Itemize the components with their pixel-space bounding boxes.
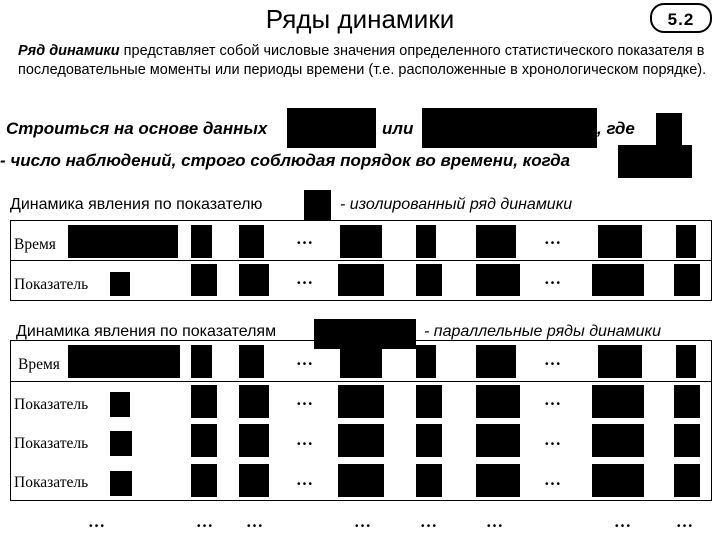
time-cell-redaction [239,345,264,378]
slide-title: Ряды динамики [265,4,455,34]
ellipsis: … [420,512,437,531]
time-cell-redaction [340,225,382,258]
ellipsis: … [544,390,561,409]
value-cell-redaction [338,424,384,457]
value-cell-redaction [338,264,384,296]
ellipsis: … [544,229,561,248]
value-cell-redaction [592,464,644,497]
value-cell-redaction [191,424,217,457]
formula-redaction [618,145,692,178]
value-cell-redaction [476,264,520,296]
time-cell-redaction [68,225,178,258]
ellipsis: … [544,269,561,288]
basis-where: , где [597,119,635,138]
time-cell-redaction [416,345,436,378]
value-cell-redaction [338,464,384,497]
value-cell-redaction [191,464,217,497]
ellipsis: … [296,470,313,489]
value-cell-redaction [592,264,644,296]
section2-suffix: - параллельные ряды динамики [424,323,661,340]
basis-or: или [382,119,414,138]
ellipsis: … [296,229,313,248]
ellipsis: … [486,512,503,531]
ellipsis: … [88,512,105,531]
table-divider [10,260,712,261]
time-cell-redaction [191,345,212,378]
time-cell-redaction [598,345,642,378]
time-cell-redaction [416,225,436,258]
value-cell-redaction [416,385,442,418]
value-cell-redaction [110,471,132,496]
value-cell-redaction [674,264,700,296]
time-cell-redaction [191,225,212,258]
ellipsis: … [196,512,213,531]
slide-number-badge: 5.2 [650,3,712,33]
value-cell-redaction [674,385,700,418]
section1-heading: Динамика явления по показателю [10,196,263,213]
ellipsis: … [296,269,313,288]
ellipsis: … [614,512,631,531]
value-cell-redaction [338,385,384,418]
value-cell-redaction [476,464,520,497]
row-label-value: Показатель [14,276,89,293]
value-cell-redaction [191,385,217,418]
row-label-time: Время [18,356,60,373]
value-cell-redaction [476,385,520,418]
row-label-value-1: Показатель [14,396,89,413]
value-cell-redaction [239,464,269,497]
value-cell-redaction [110,431,132,456]
value-cell-redaction [191,264,217,296]
formula-redaction [656,113,682,146]
formula-redaction [422,108,597,148]
ellipsis: … [544,470,561,489]
ellipsis: … [544,350,561,369]
row-label-time: Время [14,236,56,253]
intro-text: представляет собой числовые значения определенного статистического показателя в последовательные моменты или периоды времени (т.е. расположенные в хронологическом порядке). [18,43,707,78]
value-cell-redaction [476,424,520,457]
section1-suffix: - изолированный ряд динамики [340,196,573,213]
intro-paragraph [18,42,708,80]
time-cell-redaction [340,345,382,378]
row-label-value-3: Показатель [14,474,89,491]
time-cell-redaction [476,345,516,378]
intro-term: Ряд динамики [18,43,120,59]
observation-line: - число наблюдений, строго соблюдая порядок во времени, когда [0,151,571,170]
value-cell-redaction [416,264,442,296]
basis-line [6,119,267,139]
value-cell-redaction [110,392,130,417]
ellipsis: … [296,390,313,409]
ellipsis: … [354,512,371,531]
ellipsis: … [246,512,263,531]
value-cell-redaction [592,385,644,418]
ellipsis: … [544,430,561,449]
time-cell-redaction [239,225,264,258]
time-cell-redaction [476,225,516,258]
value-cell-redaction [239,424,269,457]
value-cell-redaction [239,385,269,418]
value-cell-redaction [416,424,442,457]
basis-text: Строиться на основе данных [6,119,268,138]
formula-redaction [304,190,331,221]
formula-redaction [287,108,376,148]
value-cell-redaction [110,272,130,296]
time-cell-redaction [598,225,642,258]
time-cell-redaction [676,345,696,378]
ellipsis: … [296,430,313,449]
table-divider [10,381,712,382]
value-cell-redaction [674,424,700,457]
section2-heading: Динамика явления по показателям [16,323,277,340]
value-cell-redaction [592,424,644,457]
row-label-value-2: Показатель [14,435,89,452]
value-cell-redaction [239,264,269,296]
ellipsis: … [296,350,313,369]
value-cell-redaction [416,464,442,497]
value-cell-redaction [674,464,700,497]
ellipsis: … [676,512,693,531]
time-cell-redaction [676,225,696,258]
time-cell-redaction [68,345,180,378]
